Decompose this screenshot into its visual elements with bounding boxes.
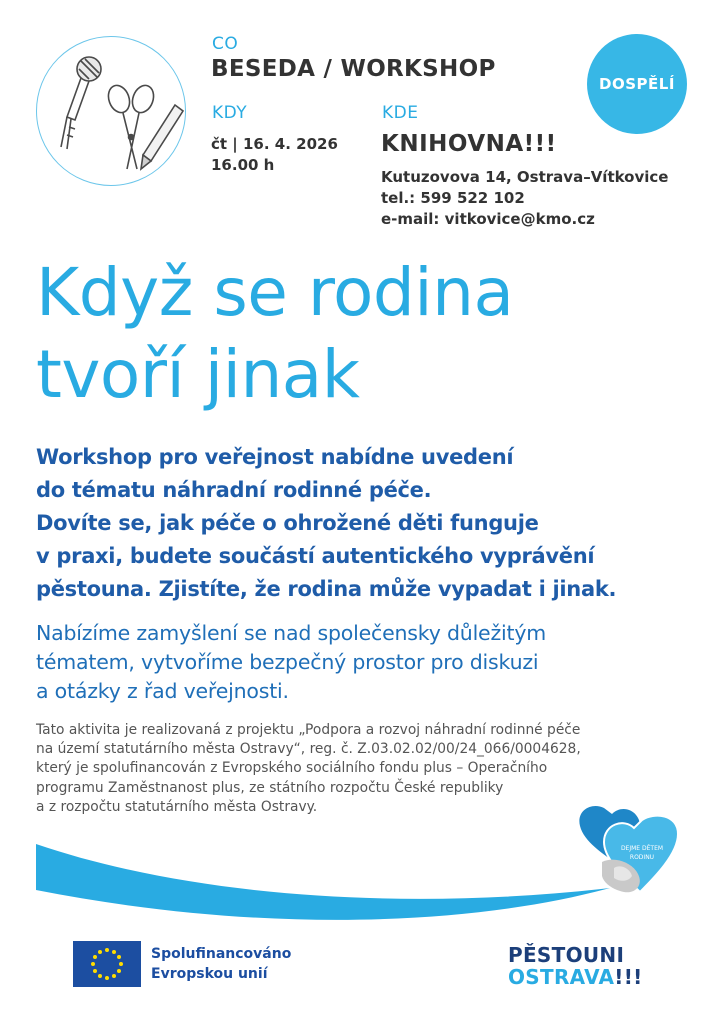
title-line-1: Když se rodina: [36, 254, 514, 331]
lead-line: do tématu náhradní rodinné péče.: [36, 478, 432, 502]
funding-note: [36, 721, 696, 817]
brand-city: OSTRAVA: [508, 965, 615, 989]
brand-logo-line-2: [508, 966, 643, 988]
eu-line-1: Spolufinancováno: [151, 946, 292, 962]
lead-line: Workshop pro veřejnost nabídne uvedení: [36, 445, 514, 469]
hearts-logo-line-2: RODINU: [629, 854, 655, 861]
venue-email: e-mail: vitkovice@kmo.cz: [381, 210, 595, 228]
brand-mark: !!!: [614, 965, 643, 989]
event-type: BESEDA / WORKSHOP: [211, 56, 496, 82]
event-venue: KNIHOVNA!!!: [381, 131, 557, 157]
co-label: CO: [212, 34, 239, 54]
hearts-logo: [574, 804, 694, 904]
sub-line: Nabízíme zamyšlení se nad společensky důležitým: [36, 621, 547, 645]
note-line: programu Zaměstnanost plus, ze státního rozpočtu České republiky: [36, 779, 504, 796]
kdy-label: KDY: [212, 103, 248, 123]
audience-badge-label: DOSPĚLÍ: [599, 75, 675, 93]
title-line-2: tvoří jinak: [36, 336, 360, 413]
venue-contact: [381, 167, 668, 230]
event-date: čt | 16. 4. 2026: [211, 135, 338, 153]
venue-address: Kutuzovova 14, Ostrava–Vítkovice: [381, 168, 669, 186]
lead-paragraph: [36, 441, 706, 606]
audience-badge: [587, 34, 687, 134]
lead-line: v praxi, budete součástí autentického vyprávění: [36, 544, 595, 568]
lead-line: Dovíte se, jak péče o ohrožené děti funguje: [36, 511, 539, 535]
sub-line: tématem, vytvoříme bezpečný prostor pro diskuzi: [36, 650, 539, 674]
brand-logo-line-1: PĚSTOUNI: [508, 943, 625, 967]
event-time: 16.00 h: [211, 156, 275, 174]
kde-label: KDE: [382, 103, 419, 123]
note-line: který je spolufinancován z Evropského sociálního fondu plus – Operačního: [36, 760, 548, 777]
event-datetime: [211, 134, 338, 176]
note-line: Tato aktivita je realizovaná z projektu „Podpora a rozvoj náhradní rodinné péče: [36, 722, 581, 738]
eu-line-2: Evropskou unií: [151, 966, 268, 982]
page-title: [36, 252, 706, 416]
eu-cofunding-label: [151, 944, 291, 984]
note-line: na území statutárního města Ostravy“, reg. č. Z.03.02.02/00/24_066/0004628,: [36, 741, 581, 758]
microphone-scissors-pencil-icon: [36, 36, 186, 186]
secondary-paragraph: [36, 619, 706, 706]
venue-phone: tel.: 599 522 102: [381, 189, 525, 207]
sub-line: a otázky z řad veřejnosti.: [36, 679, 289, 703]
eu-flag-icon: [73, 941, 141, 987]
note-line: a z rozpočtu statutárního města Ostravy.: [36, 798, 318, 815]
lead-line: pěstouna. Zjistíte, že rodina může vypadat i jinak.: [36, 577, 617, 601]
hearts-logo-line-1: DEJME DĚTEM: [620, 845, 664, 852]
